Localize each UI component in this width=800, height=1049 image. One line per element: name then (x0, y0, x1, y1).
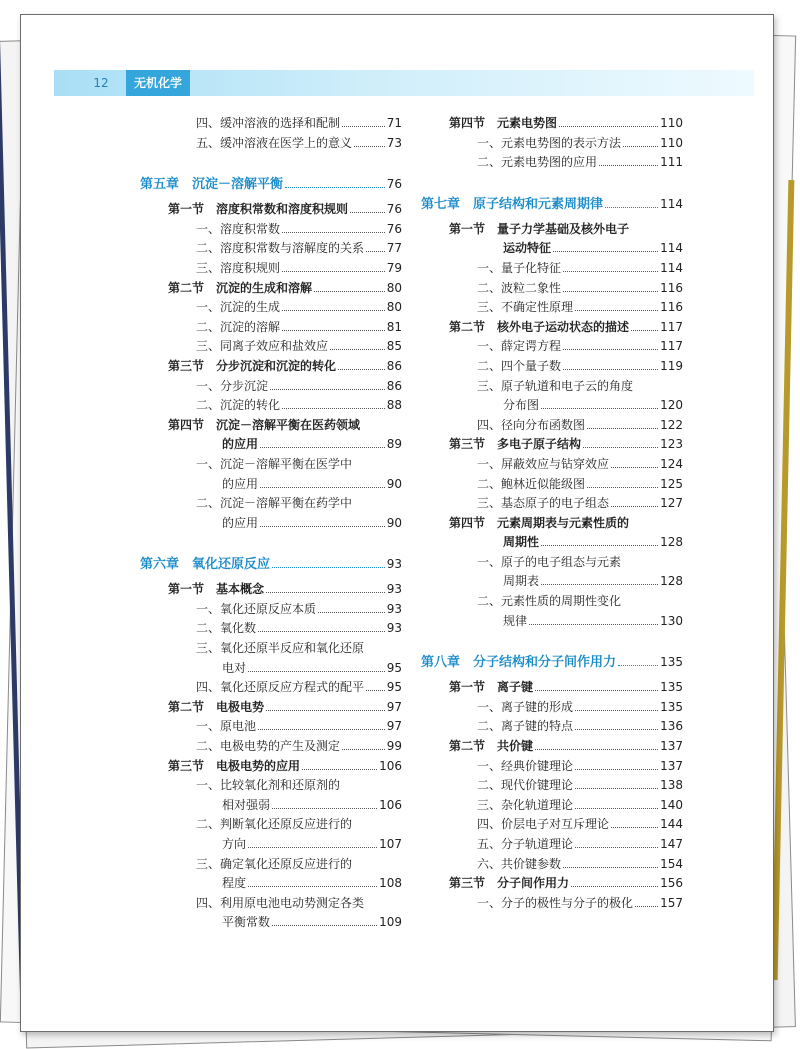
dot-leader (260, 487, 385, 488)
toc-item (421, 796, 683, 816)
dot-leader (529, 624, 658, 625)
dot-leader (605, 207, 658, 208)
toc-page-number: 128 (660, 574, 683, 589)
toc-entry-title: 分布图 (503, 398, 540, 413)
toc-item-continued (421, 572, 683, 592)
toc-entry-title: 一、氧化还原反应本质 (196, 601, 317, 616)
toc-item (140, 239, 402, 259)
toc-section (421, 318, 683, 338)
dot-leader (272, 925, 377, 926)
dot-leader (635, 906, 658, 907)
toc-entry-title: 二、沉淀的转化 (196, 398, 281, 413)
toc-page-number: 80 (386, 280, 402, 295)
toc-page-number: 117 (660, 339, 683, 354)
toc-section (421, 220, 683, 240)
toc-entry-title: 一、原电池 (196, 719, 257, 734)
dot-leader (611, 467, 658, 468)
toc-section (421, 435, 683, 455)
toc-page-number: 93 (386, 601, 402, 616)
toc-page-number: 71 (386, 116, 402, 130)
page-number: 12 (93, 76, 109, 90)
toc-page-number: 90 (386, 515, 402, 530)
toc-page-number: 85 (386, 339, 402, 354)
dot-leader (285, 187, 385, 188)
dot-leader (302, 769, 377, 770)
toc-page-number: 86 (386, 358, 402, 373)
dot-leader (559, 126, 658, 127)
dot-leader (248, 886, 377, 887)
toc-entry-title: 第一节 溶度积常数和溶度积规则 (168, 202, 349, 217)
dot-leader (623, 146, 658, 147)
toc-item (140, 220, 402, 240)
toc-section (421, 737, 683, 757)
toc-chapter (421, 194, 683, 215)
dot-leader (535, 749, 658, 750)
toc-item (421, 298, 683, 318)
toc-page-number: 86 (386, 378, 402, 393)
toc-page-number: 154 (660, 856, 683, 871)
toc-item-continued (140, 514, 402, 534)
toc-item (140, 494, 402, 514)
dot-leader (553, 251, 658, 252)
dot-leader (541, 584, 658, 585)
toc-item (140, 815, 402, 835)
dot-leader (260, 447, 385, 448)
toc-item (140, 396, 402, 416)
toc-page-number: 89 (386, 437, 402, 452)
book-title: 无机化学 (126, 70, 190, 96)
dot-leader (571, 886, 658, 887)
toc-page-number: 90 (386, 476, 402, 491)
toc-page-number: 135 (660, 699, 683, 714)
toc-item-continued (421, 396, 683, 416)
toc-page-number: 116 (660, 300, 683, 315)
toc-item (421, 815, 683, 835)
toc-item (140, 855, 402, 875)
toc-item (140, 717, 402, 737)
dot-leader (611, 827, 658, 828)
toc-page-number: 137 (660, 739, 683, 754)
toc-entry-title: 五、分子轨道理论 (477, 837, 574, 851)
toc-page-number: 110 (660, 116, 683, 130)
toc-page-number: 97 (386, 719, 402, 734)
dot-leader (563, 349, 658, 350)
toc-entry-title: 一、分步沉淀 (196, 378, 269, 393)
toc-item (140, 678, 402, 698)
toc-item-continued (421, 612, 683, 632)
toc-page-number: 88 (386, 398, 402, 413)
toc-entry-title: 二、判断氧化还原反应进行的 (196, 817, 353, 832)
toc-section (421, 678, 683, 698)
toc-item (421, 855, 683, 875)
dot-leader (541, 408, 658, 409)
dot-leader (583, 447, 658, 448)
dot-leader (563, 369, 658, 370)
toc-entry-title: 第一节 量子力学基础及核外电子 (449, 221, 630, 236)
toc-section (140, 757, 402, 777)
toc-entry-title: 三、溶度积规则 (196, 260, 281, 275)
toc-entry-title: 的应用 (222, 515, 259, 530)
toc-item (421, 717, 683, 737)
toc-entry-title: 第一节 基本概念 (168, 582, 265, 597)
toc-page-number: 119 (660, 358, 683, 373)
toc-entry-title: 的应用 (222, 476, 259, 491)
toc-item (140, 600, 402, 620)
dot-leader (599, 165, 658, 166)
toc-section (140, 416, 402, 436)
dot-leader (618, 665, 658, 666)
toc-entry-title: 三、确定氧化还原反应进行的 (196, 856, 353, 871)
toc-item (421, 835, 683, 855)
toc-item (421, 698, 683, 718)
dot-leader (258, 631, 385, 632)
toc-page-number: 144 (660, 817, 683, 832)
toc-entry-title: 第四节 沉淀－溶解平衡在医药领域 (168, 417, 361, 432)
toc-entry-title: 六、共价键参数 (477, 856, 562, 871)
dot-leader (330, 349, 385, 350)
toc-entry-title: 四、利用原电池电动势测定各类 (196, 895, 365, 910)
toc-entry-title: 三、原子轨道和电子云的角度 (477, 378, 634, 393)
toc-item (140, 114, 402, 134)
dot-leader (575, 769, 658, 770)
toc-entry-title: 一、薛定谔方程 (477, 339, 562, 354)
toc-section-continued (421, 533, 683, 553)
toc-section (140, 357, 402, 377)
toc-page-number: 117 (660, 319, 683, 334)
toc-entry-title: 第一节 离子键 (449, 680, 534, 695)
toc-entry-title: 相对强弱 (222, 797, 271, 812)
toc-entry-title: 周期性 (503, 535, 540, 550)
dot-leader (282, 271, 385, 272)
toc-page-number: 106 (379, 797, 402, 812)
toc-entry-title: 一、分子的极性与分子的极化 (477, 895, 634, 910)
dot-leader (272, 808, 377, 809)
dot-leader (282, 232, 385, 233)
toc-item (421, 259, 683, 279)
dot-leader (535, 690, 658, 691)
toc-entry-title: 二、离子键的特点 (477, 719, 574, 734)
dot-leader (575, 808, 658, 809)
toc-item (140, 619, 402, 639)
toc-page-number: 125 (660, 476, 683, 491)
toc-entry-title: 四、缓冲溶液的选择和配制 (196, 116, 341, 130)
dot-leader (575, 310, 658, 311)
dot-leader (541, 545, 658, 546)
toc-item (421, 134, 683, 154)
toc-section (140, 279, 402, 299)
toc-entry-title: 一、沉淀的生成 (196, 300, 281, 315)
toc-item (140, 639, 402, 659)
toc-item (421, 592, 683, 612)
toc-item (140, 377, 402, 397)
toc-item (421, 494, 683, 514)
dot-leader (563, 291, 658, 292)
dot-leader (258, 729, 385, 730)
toc-item-continued (140, 475, 402, 495)
toc-entry-title: 第三节 多电子原子结构 (449, 437, 582, 452)
toc-page-number: 110 (660, 135, 683, 150)
dot-leader (260, 526, 385, 527)
dot-leader (563, 271, 658, 272)
toc-page-number: 128 (660, 535, 683, 550)
toc-item (140, 318, 402, 338)
toc-entry-title: 三、基态原子的电子组态 (477, 496, 610, 511)
toc-item (421, 894, 683, 914)
toc-entry-title: 第五章 沉淀－溶解平衡 (140, 177, 284, 193)
toc-entry-title: 周期表 (503, 574, 540, 589)
dot-leader (631, 330, 658, 331)
toc-spacer (140, 153, 402, 161)
toc-entry-title: 三、不确定性原理 (477, 300, 574, 315)
toc-item (421, 357, 683, 377)
dot-leader (575, 788, 658, 789)
toc-entry-title: 电对 (222, 660, 247, 675)
toc-entry-title: 二、波粒二象性 (477, 280, 562, 295)
toc-item (421, 279, 683, 299)
dot-leader (314, 291, 385, 292)
toc-item (421, 455, 683, 475)
toc-section-continued (421, 239, 683, 259)
toc-page-number: 77 (386, 241, 402, 256)
toc-chapter (421, 652, 683, 673)
dot-leader (350, 212, 385, 213)
toc-item (421, 153, 683, 173)
toc-page-number: 97 (386, 699, 402, 714)
dot-leader (282, 330, 385, 331)
toc-item (140, 894, 402, 914)
toc-entry-title: 四、价层电子对互斥理论 (477, 817, 610, 832)
toc-item (421, 377, 683, 397)
dot-leader (611, 506, 658, 507)
toc-page-number: 95 (386, 680, 402, 695)
toc-item (421, 337, 683, 357)
toc-entry-title: 一、沉淀－溶解平衡在医学中 (196, 456, 353, 471)
dot-leader (354, 146, 385, 147)
dot-leader (575, 847, 658, 848)
toc-entry-title: 三、氧化还原半反应和氧化还原 (196, 641, 365, 656)
toc-entry-title: 第六章 氧化还原反应 (140, 557, 271, 573)
dot-leader (587, 487, 658, 488)
dot-leader (366, 251, 385, 252)
toc-chapter (140, 554, 402, 575)
toc-item (421, 475, 683, 495)
toc-page-number: 130 (660, 613, 683, 628)
toc-item-continued (140, 913, 402, 933)
toc-entry-title: 第二节 电极电势 (168, 699, 265, 714)
toc-page-number: 76 (386, 177, 402, 192)
toc-entry-title: 的应用 (222, 437, 259, 452)
toc-page-number: 157 (660, 895, 683, 910)
dot-leader (248, 847, 377, 848)
toc-entry-title: 四、氧化还原反应方程式的配平 (196, 680, 365, 695)
dot-leader (282, 408, 385, 409)
dot-leader (342, 126, 385, 127)
toc-page-number: 95 (386, 660, 402, 675)
toc-page-number: 138 (660, 778, 683, 793)
toc-entry-title: 五、缓冲溶液在医学上的意义 (196, 135, 353, 150)
toc-page-number: 137 (660, 758, 683, 773)
toc-entry-title: 二、电极电势的产生及测定 (196, 739, 341, 754)
toc-entry-title: 二、溶度积常数与溶解度的关系 (196, 241, 365, 256)
toc-item (140, 134, 402, 154)
toc-entry-title: 二、元素性质的周期性变化 (477, 594, 622, 609)
toc-section (421, 514, 683, 534)
toc-entry-title: 第四节 元素周期表与元素性质的 (449, 515, 630, 530)
toc-item (140, 337, 402, 357)
toc-page-number: 114 (660, 241, 683, 256)
toc-item (140, 298, 402, 318)
toc-item (421, 776, 683, 796)
toc-item (421, 757, 683, 777)
toc-entry-title: 第四节 元素电势图 (449, 116, 558, 130)
toc-entry-title: 一、屏蔽效应与钻穿效应 (477, 456, 610, 471)
toc-page-number: 122 (660, 417, 683, 432)
toc-entry-title: 一、溶度积常数 (196, 221, 281, 236)
toc-page-number: 76 (386, 202, 402, 217)
toc-entry-title: 平衡常数 (222, 915, 271, 930)
toc-right-column (421, 114, 683, 913)
toc-entry-title: 一、原子的电子组态与元素 (477, 554, 622, 569)
toc-entry-title: 二、沉淀－溶解平衡在药学中 (196, 496, 353, 511)
toc-item-continued (140, 835, 402, 855)
toc-entry-title: 第八章 分子结构和分子间作用力 (421, 655, 617, 671)
toc-entry-title: 二、元素电势图的应用 (477, 155, 598, 170)
dot-leader (587, 428, 658, 429)
dot-leader (575, 710, 658, 711)
toc-entry-title: 第三节 电极电势的应用 (168, 758, 301, 773)
toc-entry-title: 第二节 共价键 (449, 739, 534, 754)
toc-section (140, 580, 402, 600)
toc-page-number: 111 (660, 155, 683, 170)
toc-spacer (421, 173, 683, 181)
toc-page-number: 114 (660, 260, 683, 275)
toc-page-number: 147 (660, 837, 683, 851)
toc-entry-title: 规律 (503, 613, 528, 628)
dot-leader (338, 369, 385, 370)
toc-page-number: 79 (386, 260, 402, 275)
toc-entry-title: 第三节 分子间作用力 (449, 876, 570, 891)
toc-page-number: 116 (660, 280, 683, 295)
dot-leader (318, 612, 385, 613)
toc-item (140, 455, 402, 475)
toc-entry-title: 三、杂化轨道理论 (477, 797, 574, 812)
toc-item (140, 259, 402, 279)
toc-page-number: 81 (386, 319, 402, 334)
toc-page-number: 80 (386, 300, 402, 315)
toc-section (421, 874, 683, 894)
toc-section (140, 698, 402, 718)
toc-spacer (421, 631, 683, 639)
toc-item (421, 416, 683, 436)
toc-page-number: 107 (379, 837, 402, 851)
toc-section (140, 200, 402, 220)
toc-entry-title: 三、同离子效应和盐效应 (196, 339, 329, 354)
toc-page-number: 106 (379, 758, 402, 773)
toc-page-number: 93 (386, 557, 402, 572)
toc-entry-title: 第三节 分步沉淀和沉淀的转化 (168, 358, 337, 373)
toc-page-number: 136 (660, 719, 683, 734)
toc-entry-title: 一、离子键的形成 (477, 699, 574, 714)
dot-leader (282, 310, 385, 311)
toc-entry-title: 四、径向分布函数图 (477, 417, 586, 432)
toc-section (421, 114, 683, 134)
dot-leader (563, 867, 658, 868)
dot-leader (270, 389, 385, 390)
toc-page-number: 140 (660, 797, 683, 812)
toc-entry-title: 二、四个量子数 (477, 358, 562, 373)
dot-leader (248, 671, 385, 672)
toc-item (140, 776, 402, 796)
toc-item (421, 553, 683, 573)
toc-entry-title: 第二节 沉淀的生成和溶解 (168, 280, 313, 295)
toc-page-number: 93 (386, 621, 402, 636)
toc-page-number: 156 (660, 876, 683, 891)
toc-entry-title: 第七章 原子结构和元素周期律 (421, 196, 604, 212)
toc-page-number: 76 (386, 221, 402, 236)
toc-section-continued (140, 435, 402, 455)
dot-leader (266, 710, 385, 711)
toc-page-number: 120 (660, 398, 683, 413)
dot-leader (366, 690, 385, 691)
toc-item-continued (140, 659, 402, 679)
dot-leader (342, 749, 385, 750)
toc-page-number: 109 (379, 915, 402, 930)
toc-entry-title: 二、氧化数 (196, 621, 257, 636)
toc-item-continued (140, 796, 402, 816)
toc-page-number: 99 (386, 739, 402, 754)
toc-entry-title: 方向 (222, 837, 247, 851)
toc-page-number: 108 (379, 876, 402, 891)
toc-entry-title: 一、比较氧化剂和还原剂的 (196, 778, 341, 793)
toc-page-number: 73 (386, 135, 402, 150)
toc-entry-title: 一、量子化特征 (477, 260, 562, 275)
toc-entry-title: 二、沉淀的溶解 (196, 319, 281, 334)
toc-item (140, 737, 402, 757)
toc-entry-title: 二、现代价键理论 (477, 778, 574, 793)
toc-spacer (140, 533, 402, 541)
dot-leader (266, 592, 385, 593)
toc-page-number: 135 (660, 680, 683, 695)
toc-entry-title: 第二节 核外电子运动状态的描述 (449, 319, 630, 334)
toc-entry-title: 二、鲍林近似能级图 (477, 476, 586, 491)
toc-item-continued (140, 874, 402, 894)
dot-leader (272, 567, 385, 568)
toc-entry-title: 一、元素电势图的表示方法 (477, 135, 622, 150)
toc-entry-title: 运动特征 (503, 241, 552, 256)
toc-page-number: 135 (660, 655, 683, 670)
toc-entry-title: 程度 (222, 876, 247, 891)
toc-left-column (140, 114, 402, 933)
toc-page-number: 127 (660, 496, 683, 511)
toc-page-number: 93 (386, 582, 402, 597)
toc-page-number: 123 (660, 437, 683, 452)
toc-chapter (140, 174, 402, 195)
toc-page-number: 114 (660, 196, 683, 211)
toc-page-number: 124 (660, 456, 683, 471)
toc-entry-title: 一、经典价键理论 (477, 758, 574, 773)
dot-leader (575, 729, 658, 730)
